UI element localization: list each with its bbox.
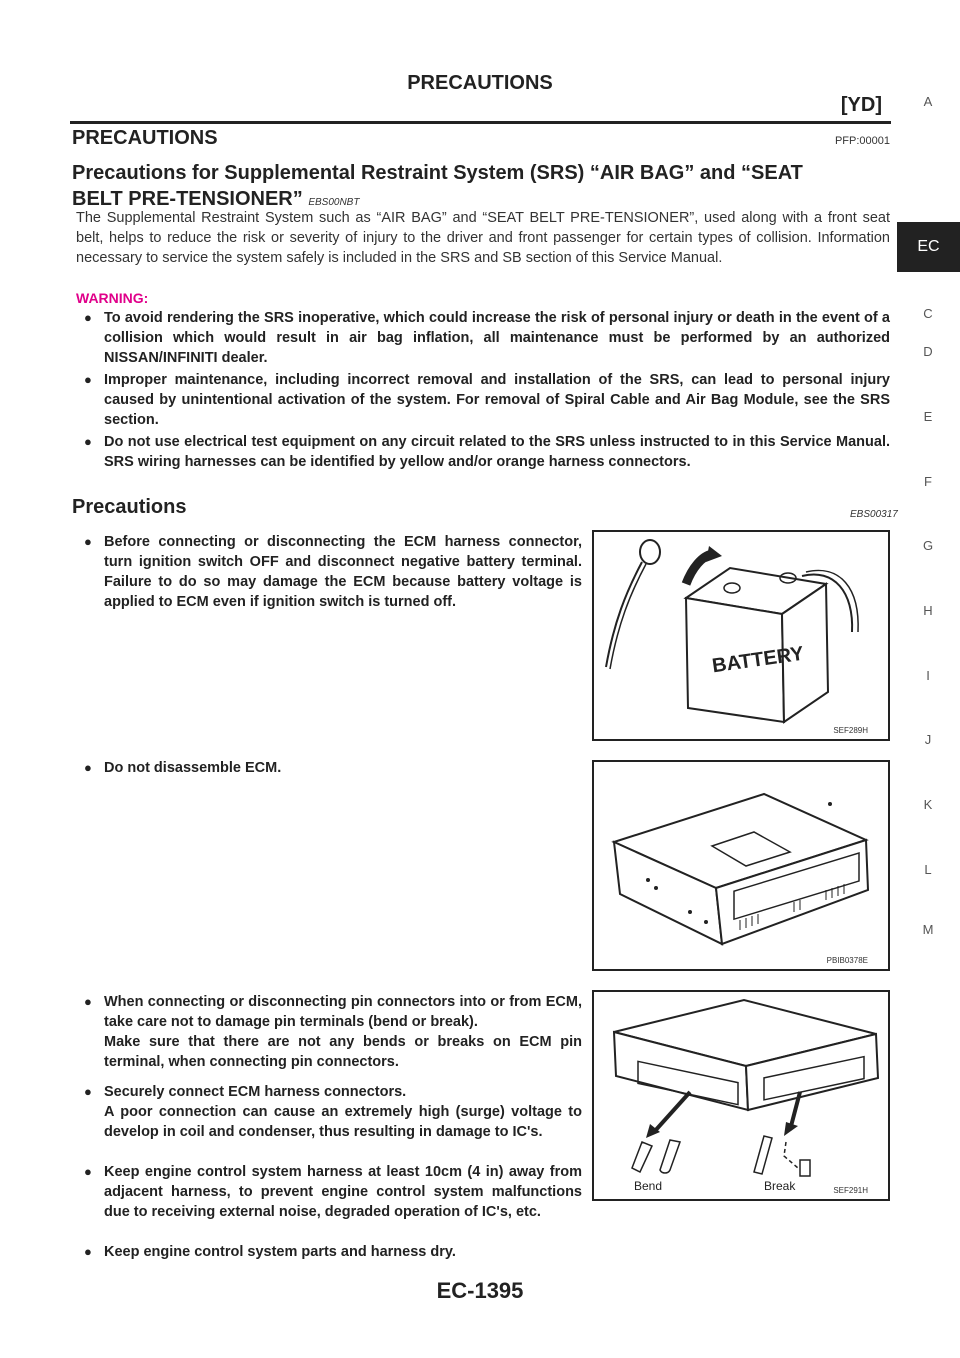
precaution-item: ● Before connecting or disconnecting the ECM harness connector, turn ignition switch OFF and disconnect negative battery terminal. Failure to do so may damage the ECM because battery voltage is applied to ECM even if ignition switch is turned off. <box>84 534 582 610</box>
ecm-figure <box>592 760 890 971</box>
precaution-item: ● When connecting or disconnecting pin connectors into or from ECM, take care not to damage pin terminals (bend or break). Make sure that there are not any bends or breaks on ECM pin terminal, when connecting pin connectors. <box>84 994 582 1070</box>
precaution-item: ● Keep engine control system harness at least 10cm (4 in) away from adjacent harness, to prevent engine control system malfunctions due to receiving external noise, degraded operation of IC's, etc. <box>84 1164 582 1220</box>
precaution-item: ● Securely connect ECM harness connectors. A poor connection can cause an extremely high (surge) voltage to develop in coil and condenser, thus resulting in damage to IC's. <box>84 1084 582 1140</box>
section-code: PFP:00001 <box>834 135 890 147</box>
sidebar-item-h[interactable]: H <box>923 603 933 618</box>
battery-figure <box>592 530 890 741</box>
page-header-model: [YD] <box>840 94 882 116</box>
bend-label: Bend <box>634 1179 663 1193</box>
warning-item: ● To avoid rendering the SRS inoperative, which could increase the risk of personal injury or death in the event of a collision which would result in air bag inflation, all maintenance must be performed by an authorized NISSAN/INFINITI dealer. <box>84 310 890 366</box>
battery-label: BATTERY <box>710 642 806 678</box>
sidebar-item-g[interactable]: G <box>922 538 934 553</box>
sidebar-item-c[interactable]: C <box>923 306 933 321</box>
figure-code: PBIB0378E <box>826 956 868 965</box>
precaution-item: ● Keep engine control system parts and harness dry. <box>84 1244 456 1260</box>
warning-item: ● Do not use electrical test equipment on any circuit related to the SRS unless instructed to in this Service Manual. SRS wiring harnesses can be identified by yellow and/or orange harness connectors. <box>84 434 890 470</box>
section-title: PRECAUTIONS <box>72 127 218 149</box>
sidebar-item-a[interactable]: A <box>923 94 933 109</box>
figure-code: SEF289H <box>833 726 868 735</box>
break-label: Break <box>764 1179 796 1193</box>
warning-label: WARNING: <box>76 290 149 306</box>
page-header-title: PRECAUTIONS <box>407 72 553 94</box>
ecm-illustration <box>594 762 888 969</box>
precautions-ref: EBS00317 <box>850 509 898 520</box>
srs-heading-line2: BELT PRE-TENSIONER” EBS00NBT <box>72 188 360 210</box>
sidebar-item-m[interactable]: M <box>922 922 934 937</box>
srs-ref: EBS00NBT <box>308 197 360 208</box>
sidebar-item-l[interactable]: L <box>924 862 932 877</box>
header-rule <box>70 121 891 124</box>
sidebar-item-e[interactable]: E <box>923 409 933 424</box>
figure-code: SEF291H <box>833 1186 868 1195</box>
precaution-item: ● Do not disassemble ECM. <box>84 760 282 776</box>
srs-heading-line1: Precautions for Supplemental Restraint System (SRS) “AIR BAG” and “SEAT <box>72 162 803 184</box>
battery-illustration <box>594 532 888 739</box>
page-number: EC-1395 <box>436 1278 524 1303</box>
warning-item: ● Improper maintenance, including incorrect removal and installation of the SRS, can lead to personal injury caused by unintentional activation of the system. For removal of Spiral Cable and Air Bag Module, see the SRS section. <box>84 372 890 428</box>
pin-terminals-figure <box>592 990 890 1201</box>
sidebar-item-f[interactable]: F <box>924 474 932 489</box>
pin-terminal-illustration <box>594 992 888 1199</box>
sidebar-item-j[interactable]: J <box>924 732 932 747</box>
sidebar-item-k[interactable]: K <box>923 797 933 812</box>
sidebar-item-i[interactable]: I <box>926 668 930 683</box>
srs-intro: The Supplemental Restraint System such as “AIR BAG” and “SEAT BELT PRE-TENSIONER”, used along with a front seat belt, helps to reduce the risk or severity of injury to the driver and front passenger for certain types of collision. Information necessary to service the system safely is included in the SRS and SB section of this Service Manual. <box>76 210 890 266</box>
precautions-heading: Precautions EBS00317 <box>72 494 882 520</box>
sidebar-item-d[interactable]: D <box>923 344 933 359</box>
sidebar-item-ec[interactable]: EC <box>897 222 960 272</box>
